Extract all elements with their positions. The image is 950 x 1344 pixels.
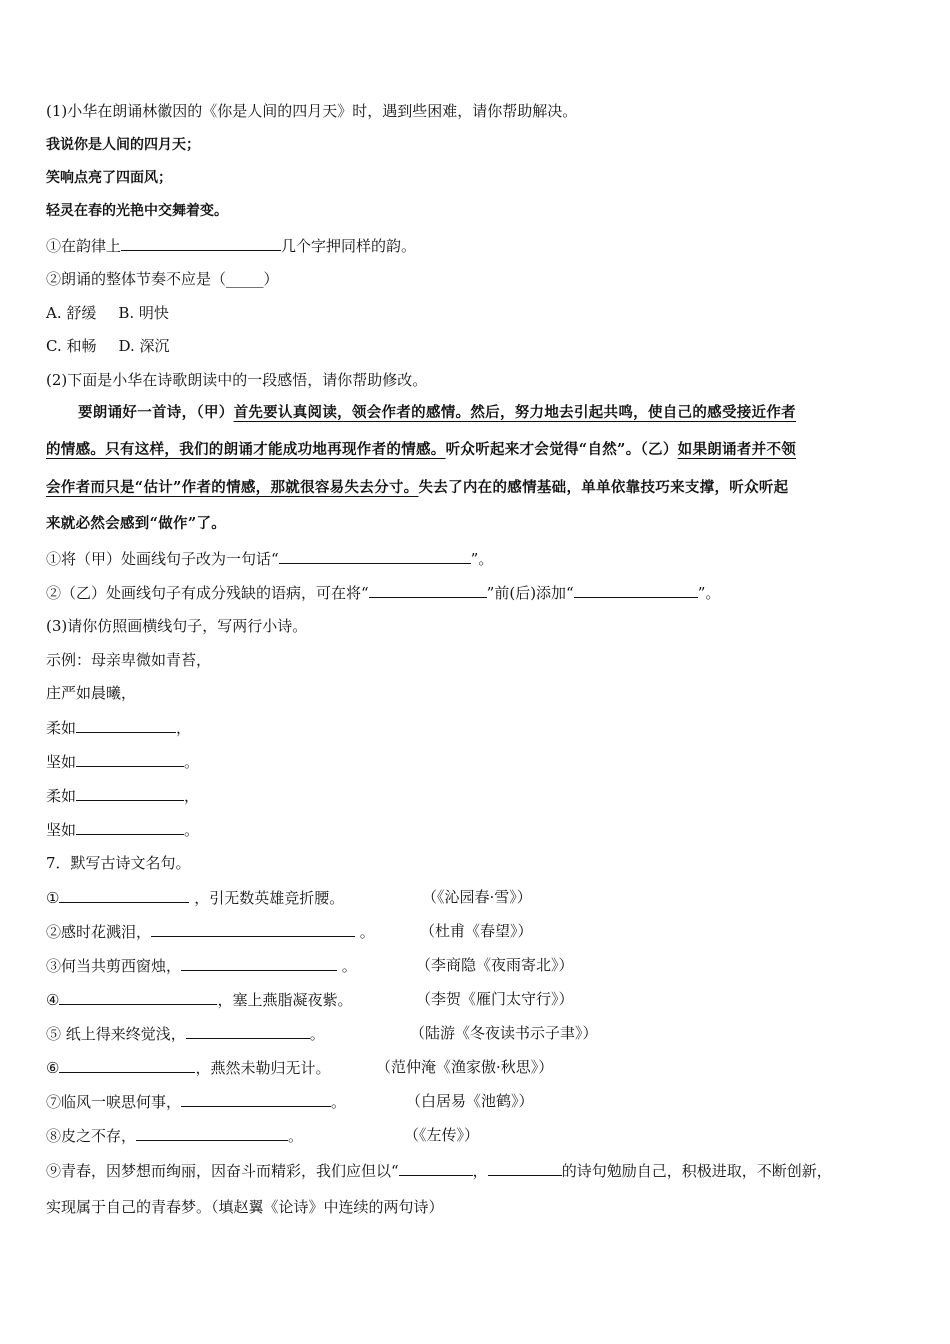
q1-item-2: ②朗诵的整体节奏不应是（_____） xyxy=(46,270,279,288)
answer-blank[interactable] xyxy=(181,1089,331,1107)
q7-item-source: （陆游《冬夜读书示子聿》） xyxy=(410,1024,598,1042)
q3-row-1 xyxy=(46,715,914,739)
q7-item-8 xyxy=(46,1123,914,1147)
q7-item-2 xyxy=(46,919,914,943)
q3-row-suffix: ， xyxy=(184,787,200,805)
poem-line-3: 轻灵在春的光艳中交舞着变。 xyxy=(46,203,228,219)
answer-blank[interactable] xyxy=(136,1123,288,1141)
passage-line-4: 来就必然会感到“做作”了。 xyxy=(46,515,227,532)
q3-row-suffix: ， xyxy=(176,719,192,737)
q2-item-2-suffix: ”。 xyxy=(697,584,721,602)
q3-example-2: 庄严如晨曦， xyxy=(46,684,137,702)
answer-blank[interactable] xyxy=(399,1158,473,1176)
q7-item-prefix: ⑤ 纸上得来终觉浅， xyxy=(46,1025,186,1043)
underlined-sentence-jia: 首先要认真阅读，领会作者的感情。然后，努力地去引起共鸣，使自己的感受接近作者 xyxy=(233,404,796,421)
q3-example-1: 示例：母亲卑微如青苔， xyxy=(46,651,212,669)
option-d[interactable]: D. 深沉 xyxy=(118,337,170,355)
answer-blank[interactable] xyxy=(488,1158,562,1176)
poem-line-2: 笑响点亮了四面风； xyxy=(46,170,172,186)
q7-item-prefix: ③何当共剪西窗烛， xyxy=(46,957,182,975)
q7-item-prefix: ⑥ xyxy=(46,1059,60,1077)
q7-item-9-comma: ， xyxy=(472,1162,488,1180)
q7-item-5 xyxy=(46,1021,914,1045)
q7-item-suffix: 。 xyxy=(331,1093,347,1111)
q7-item-source: （范仲淹《渔家傲·秋思》） xyxy=(376,1058,554,1076)
q2-item-1 xyxy=(46,546,914,570)
q3-row-3 xyxy=(46,783,914,807)
q3-row-suffix: 。 xyxy=(184,753,200,771)
q7-item-9-line-2: 实现属于自己的青春梦。（填赵翼《论诗》中连续的两句诗） xyxy=(46,1198,444,1216)
q7-item-source: （《沁园春·雪》） xyxy=(422,888,532,906)
q2-heading: (2)下面是小华在诗歌朗读中的一段感悟，请你帮助修改。 xyxy=(46,371,428,389)
q7-item-source: （杜甫《春望》） xyxy=(420,922,533,940)
answer-blank[interactable] xyxy=(59,987,217,1005)
answer-blank[interactable] xyxy=(186,1021,310,1039)
q7-item-3 xyxy=(46,953,914,977)
passage-line-2 xyxy=(46,438,914,462)
passage-text: 要朗诵好一首诗，（甲） xyxy=(78,404,234,421)
q1-item-1 xyxy=(46,233,914,257)
answer-blank[interactable] xyxy=(76,749,184,767)
q7-item-suffix: ，引无数英雄竞折腰。 xyxy=(189,889,345,907)
answer-blank[interactable] xyxy=(59,1055,195,1073)
q1-options-row-1 xyxy=(46,301,914,325)
q3-row-4 xyxy=(46,817,914,841)
q1-heading: (1)小华在朗诵林徽因的《你是人间的四月天》时，遇到些困难，请你帮助解决。 xyxy=(46,102,578,120)
q7-item-suffix: 。 xyxy=(337,957,357,975)
answer-blank[interactable] xyxy=(369,580,487,598)
q2-item-2-middle: ”前(后)添加“ xyxy=(486,584,574,602)
q7-item-prefix: ④ xyxy=(46,991,60,1009)
answer-blank[interactable] xyxy=(76,783,184,801)
underlined-sentence-yi: 会作者而只是“估计”作者的情感，那就很容易失去分寸。 xyxy=(46,479,419,496)
q7-item-prefix: ②感时花溅泪， xyxy=(46,923,152,941)
q7-item-suffix: 。 xyxy=(288,1127,304,1145)
q7-item-1 xyxy=(46,885,914,909)
passage-line-3 xyxy=(46,476,914,500)
q7-item-prefix: ① xyxy=(46,889,60,907)
q2-item-1-prefix: ①将（甲）处画线句子改为一句话“ xyxy=(46,550,279,568)
q7-item-suffix: 。 xyxy=(309,1025,325,1043)
q7-item-7 xyxy=(46,1089,914,1113)
answer-blank[interactable] xyxy=(279,546,471,564)
q3-row-prefix: 坚如 xyxy=(46,753,77,771)
q2-item-1-suffix: ”。 xyxy=(470,550,494,568)
q7-item-suffix: ，塞上燕脂凝夜紫。 xyxy=(217,991,353,1009)
q1-item-1-suffix: 几个字押同样的韵。 xyxy=(281,237,417,255)
q3-row-2 xyxy=(46,749,914,773)
q2-item-2 xyxy=(46,580,914,604)
answer-blank[interactable] xyxy=(76,817,184,835)
q7-item-9-suffix: 的诗句勉励自己，积极进取，不断创新， xyxy=(561,1162,832,1180)
q7-item-source: （《左传》） xyxy=(404,1126,480,1144)
q3-row-suffix: 。 xyxy=(184,821,200,839)
q7-item-6 xyxy=(46,1055,914,1079)
answer-blank[interactable] xyxy=(181,953,337,971)
q1-item-1-prefix: ①在韵律上 xyxy=(46,237,122,255)
q3-row-prefix: 柔如 xyxy=(46,719,77,737)
q7-item-prefix: ⑧皮之不存， xyxy=(46,1127,137,1145)
q7-item-4 xyxy=(46,987,914,1011)
q7-item-source: （李商隐《夜雨寄北》） xyxy=(416,956,574,974)
answer-blank[interactable] xyxy=(76,715,176,733)
q7-item-source: （李贺《雁门太守行》） xyxy=(416,990,574,1008)
q7-item-9 xyxy=(46,1158,914,1182)
answer-blank[interactable] xyxy=(121,233,281,251)
answer-blank[interactable] xyxy=(574,580,698,598)
option-b[interactable]: B. 明快 xyxy=(118,304,169,322)
underlined-sentence-yi: 如果朗诵者并不领 xyxy=(677,441,797,458)
passage-text: 失去了内在的感情基础，单单依靠技巧来支撑，听众听起 xyxy=(418,479,789,496)
q7-item-prefix: ⑦临风一唳思何事， xyxy=(46,1093,182,1111)
poem-line-1: 我说你是人间的四月天； xyxy=(46,137,200,153)
answer-blank[interactable] xyxy=(151,919,355,937)
q3-heading: (3)请你仿照画横线句子，写两行小诗。 xyxy=(46,617,308,635)
q7-item-source: （白居易《池鹤》） xyxy=(406,1092,534,1110)
q7-item-suffix: 。 xyxy=(355,923,375,941)
passage-text: 听众听起来才会觉得“自然”。（乙） xyxy=(445,441,678,458)
q7-heading: 7．默写古诗文名句。 xyxy=(46,854,191,872)
q2-item-2-prefix: ②（乙）处画线句子有成分残缺的语病，可在将“ xyxy=(46,584,369,602)
q3-row-prefix: 坚如 xyxy=(46,821,77,839)
passage-line-1 xyxy=(78,401,914,425)
option-c[interactable]: C. 和畅 xyxy=(46,337,97,355)
q7-item-9-prefix: ⑨青春，因梦想而绚丽，因奋斗而精彩，我们应但以“ xyxy=(46,1162,399,1180)
option-a[interactable]: A. 舒缓 xyxy=(46,304,97,322)
q1-options-row-2 xyxy=(46,334,914,358)
answer-blank[interactable] xyxy=(59,885,189,903)
q7-item-suffix: ，燕然未勒归无计。 xyxy=(195,1059,331,1077)
q3-row-prefix: 柔如 xyxy=(46,787,77,805)
underlined-sentence-jia: 的情感。只有这样，我们的朗诵才能成功地再现作者的情感。 xyxy=(46,441,446,458)
